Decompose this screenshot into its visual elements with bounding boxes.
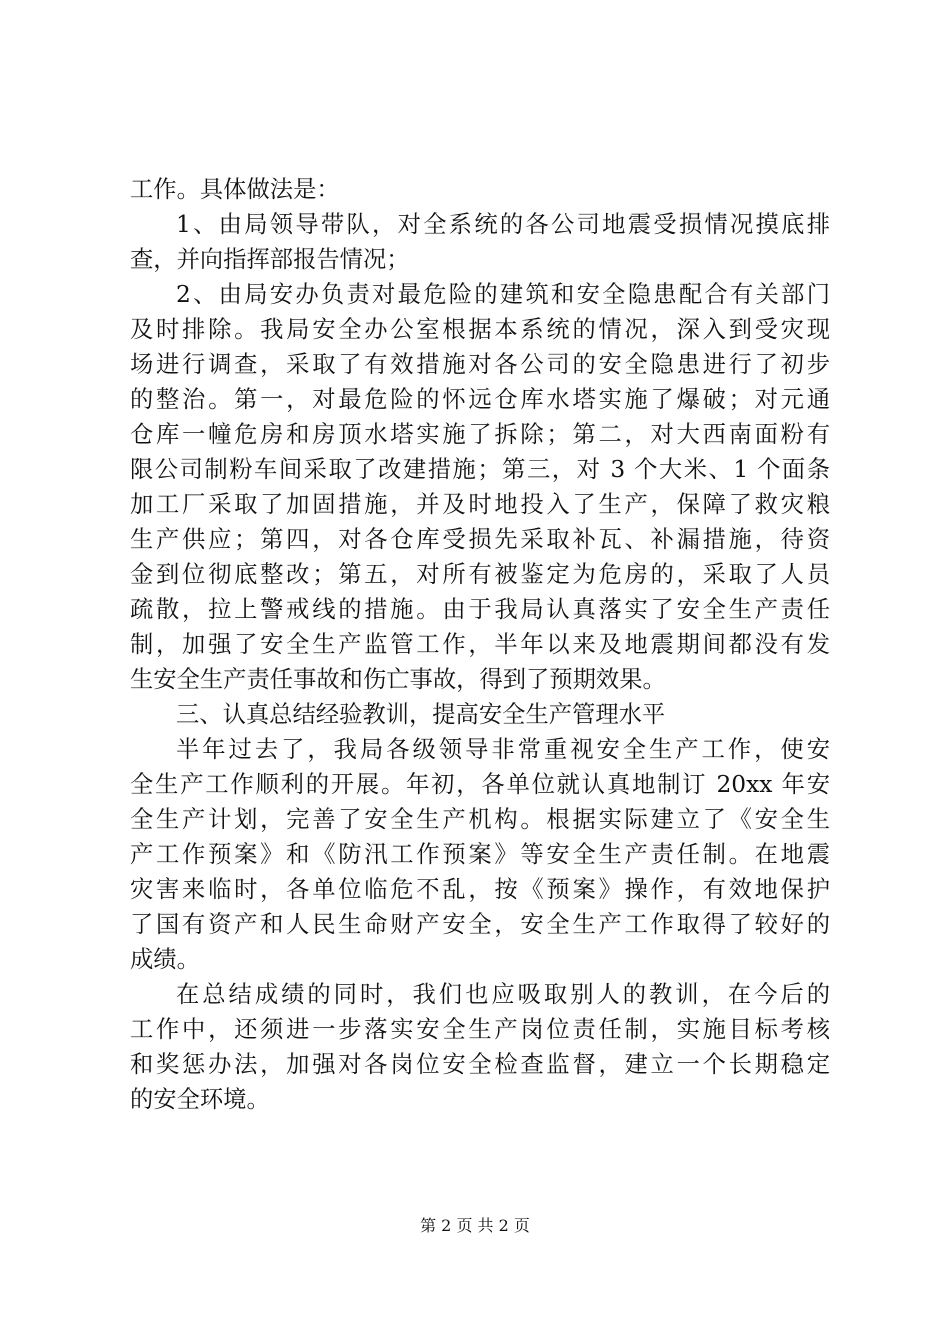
- text-line: 加工厂采取了加固措施，并及时地投入了生产，保障了救灾粮: [130, 491, 830, 518]
- text-line: 全生产计划，完善了安全生产机构。根据实际建立了《安全生: [130, 806, 830, 833]
- text-line: 三、认真总结经验教训，提高安全生产管理水平: [176, 701, 666, 728]
- text-line: 工作。具体做法是：: [130, 176, 340, 203]
- text-line: 场进行调查，采取了有效措施对各公司的安全隐患进行了初步: [130, 351, 830, 378]
- text-line: 成绩。: [130, 946, 200, 973]
- text-line: 和奖惩办法，加强对各岗位安全检查监督，建立一个长期稳定: [130, 1051, 830, 1078]
- text-line: 限公司制粉车间采取了改建措施；第三，对 3 个大米、1 个面条: [130, 456, 830, 483]
- text-line: 查，并向指挥部报告情况；: [130, 246, 410, 273]
- text-line: 1、由局领导带队，对全系统的各公司地震受损情况摸底排: [176, 211, 830, 238]
- text-line: 产工作预案》和《防汛工作预案》等安全生产责任制。在地震: [130, 841, 830, 868]
- text-line: 的安全环境。: [130, 1086, 270, 1113]
- text-line: 生产供应；第四，对各仓库受损先采取补瓦、补漏措施，待资: [130, 526, 830, 553]
- document-body: [130, 172, 830, 1117]
- text-line: 及时排除。我局安全办公室根据本系统的情况，深入到受灾现: [130, 316, 830, 343]
- text-line: 灾害来临时，各单位临危不乱，按《预案》操作，有效地保护: [130, 876, 830, 903]
- text-line: 金到位彻底整改；第五，对所有被鉴定为危房的，采取了人员: [130, 561, 830, 588]
- text-line: 了国有资产和人民生命财产安全，安全生产工作取得了较好的: [130, 911, 830, 938]
- text-line: 仓库一幢危房和房顶水塔实施了拆除；第二，对大西南面粉有: [130, 421, 830, 448]
- text-line: 在总结成绩的同时，我们也应吸取别人的教训，在今后的: [176, 981, 830, 1008]
- text-line: 制，加强了安全生产监管工作，半年以来及地震期间都没有发: [130, 631, 830, 658]
- text-line: 全生产工作顺利的开展。年初，各单位就认真地制订 20xx 年安: [130, 771, 830, 798]
- page-footer: 第 2 页 共 2 页: [420, 1216, 530, 1235]
- text-line: 疏散，拉上警戒线的措施。由于我局认真落实了安全生产责任: [130, 596, 830, 623]
- text-line: 工作中，还须进一步落实安全生产岗位责任制，实施目标考核: [130, 1016, 830, 1043]
- text-line: 生安全生产责任事故和伤亡事故，得到了预期效果。: [130, 666, 666, 693]
- text-line: 的整治。第一，对最危险的怀远仓库水塔实施了爆破；对元通: [130, 386, 830, 413]
- text-line: 半年过去了，我局各级领导非常重视安全生产工作，使安: [176, 736, 830, 763]
- text-line: 2、由局安办负责对最危险的建筑和安全隐患配合有关部门: [176, 281, 830, 308]
